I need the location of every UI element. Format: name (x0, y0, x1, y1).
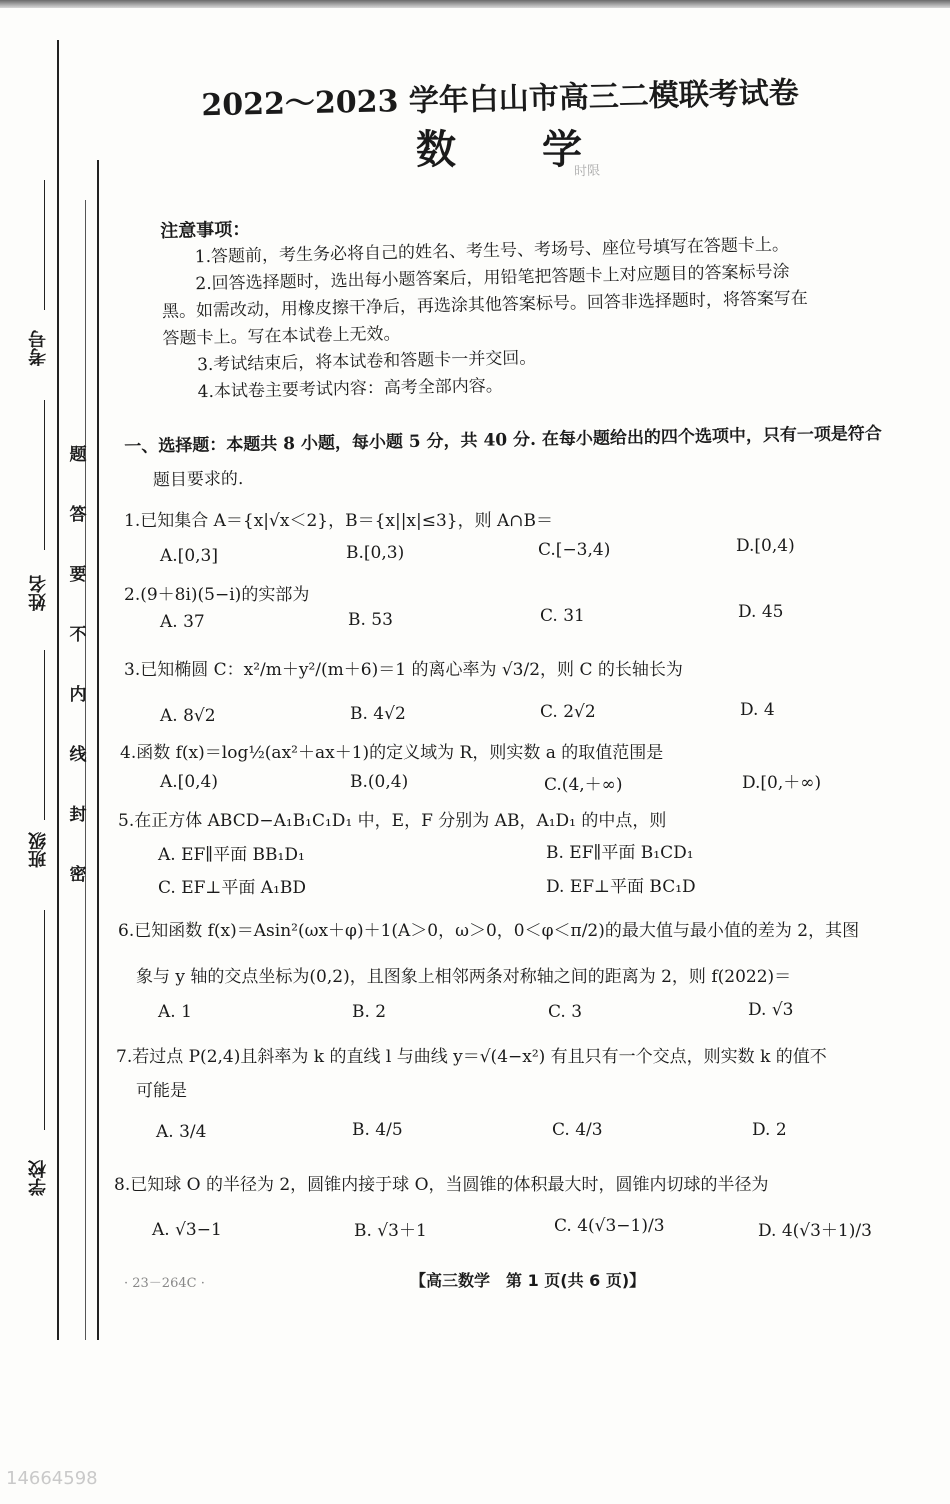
seal-char: 要 (69, 565, 87, 585)
section-heading-line: 一、选择题：本题共 8 小题，每小题 5 分，共 40 分. 在每小题给出的四个选项中，只有一项是符合 (124, 423, 883, 457)
option: B. 4√2 (350, 704, 406, 724)
question-stem: 8.已知球 O 的半径为 2，圆锥内接于球 O，当圆锥的体积最大时，圆锥内切球的半径为 (114, 1175, 769, 1195)
instruction-item: 3.考试结束后，将本试卷和答题卡一并交回。 (196, 348, 537, 376)
name-label: 姓名 (28, 575, 49, 611)
option: D. 4 (740, 700, 775, 720)
option: D. 2 (752, 1120, 787, 1140)
section-heading (124, 416, 915, 498)
option: A. 1 (158, 1002, 192, 1022)
option: A. √3−1 (152, 1220, 222, 1240)
option: D. √3 (748, 1000, 794, 1020)
question-stem: 5.在正方体 ABCD−A₁B₁C₁D₁ 中，E，F 分别为 AB，A₁D₁ 的中点，则 (118, 811, 667, 831)
subject-title: 数 学 (416, 126, 584, 173)
margin-line-inner (97, 160, 99, 1340)
option: C. EF⊥平面 A₁BD (158, 878, 307, 898)
exam-number-blank-2 (44, 400, 45, 550)
instruction-item-continued: 答题卡上。写在本试卷上无效。 (162, 323, 401, 349)
question-stem: 2.(9＋8i)(5−i)的实部为 (124, 585, 310, 605)
option: C. 4(√3−1)/3 (554, 1216, 665, 1236)
school-label: 学校 (28, 1160, 49, 1196)
question-stem-continued: 象与 y 轴的交点坐标为(0,2)，且图象上相邻两条对称轴之间的距离为 2，则 f(2022)＝ (136, 967, 792, 987)
option: A. 37 (160, 612, 205, 632)
option: A. 8√2 (160, 706, 216, 726)
option: C. 31 (540, 606, 585, 626)
instruction-item: 4.本试卷主要考试内容：高考全部内容。 (197, 375, 504, 403)
instruction-item-continued: 黑。如需改动，用橡皮擦干净后，再选涂其他答案标号。回答非选择题时，将答案写在 (161, 288, 809, 322)
option: C. 2√2 (540, 702, 596, 722)
option: D. EF⊥平面 BC₁D (546, 877, 696, 897)
question-stem-continued: 可能是 (136, 1081, 187, 1101)
exam-title: 2022～2023 学年白山市高三二模联考试卷 (201, 75, 800, 124)
seal-char: 不 (69, 625, 87, 645)
option: B. 2 (352, 1002, 387, 1022)
instruction-item: 1.答题前，考生务必将自己的姓名、考生号、考场号、座位号填写在答题卡上。 (194, 234, 790, 268)
question-stem: 7.若过点 P(2,4)且斜率为 k 的直线 l 与曲线 y＝√(4−x²) 有且只有一个交点，则实数 k 的值不 (116, 1047, 827, 1067)
seal-char: 线 (69, 745, 87, 765)
option: A. EF∥平面 BB₁D₁ (158, 845, 305, 865)
exam-instructions (160, 203, 864, 407)
section-heading-line: 题目要求的. (152, 468, 244, 491)
option: D.[0,4) (736, 536, 795, 556)
class-label: 班级 (28, 832, 49, 868)
page-footer: 【高三数学 第 1 页(共 6 页)】 (410, 1271, 646, 1290)
class-blank (44, 910, 45, 1130)
option: B. 53 (348, 610, 393, 630)
option: C. 3 (548, 1002, 583, 1022)
scan-edge (0, 0, 950, 8)
option: A.[0,4) (160, 772, 218, 792)
option: B. 4/5 (352, 1120, 403, 1140)
option: B. EF∥平面 B₁CD₁ (546, 843, 694, 863)
margin-line-outer (57, 40, 59, 1340)
paper-code: · 23－264C · (124, 1276, 205, 1291)
seal-char: 题 (69, 445, 87, 465)
option: B.[0,3) (346, 543, 405, 563)
question-stem: 3.已知椭圆 C：x²/m＋y²/(m＋6)＝1 的离心率为 √3/2，则 C 的长轴长为 (124, 660, 683, 680)
option: A. 3/4 (156, 1122, 207, 1142)
option: C.(4,＋∞) (544, 775, 623, 795)
option: C.[−3,4) (538, 540, 611, 560)
seal-line-text (66, 440, 90, 920)
faint-stamp: 时限 (573, 163, 601, 180)
seal-char: 答 (69, 505, 87, 525)
option: B. √3＋1 (354, 1221, 427, 1241)
name-blank (44, 650, 45, 820)
seal-char: 密 (69, 865, 87, 885)
instructions-heading: 注意事项： (160, 219, 251, 242)
watermark-number: 14664598 (6, 1468, 98, 1489)
exam-number-label: 考号 (28, 330, 49, 366)
seal-char: 封 (69, 805, 87, 825)
exam-number-blank (44, 180, 45, 310)
instruction-item: 2.回答选择题时，选出每小题答案后，用铅笔把答题卡上对应题目的答案标号涂 (195, 261, 790, 295)
option: A.[0,3] (160, 546, 218, 566)
seal-char: 内 (69, 685, 87, 705)
option: D. 4(√3＋1)/3 (758, 1221, 872, 1241)
question-stem: 1.已知集合 A＝{x|√x＜2}，B＝{x||x|≤3}，则 A∩B＝ (124, 511, 554, 531)
option: C. 4/3 (552, 1120, 603, 1140)
option: B.(0,4) (350, 772, 409, 792)
question-stem: 4.函数 f(x)＝log½(ax²＋ax＋1)的定义域为 R，则实数 a 的取值范围是 (120, 743, 664, 763)
question-stem: 6.已知函数 f(x)＝Asin²(ωx＋φ)＋1(A＞0，ω＞0，0＜φ＜π/2)的最大值与最小值的差为 2，其图 (118, 921, 860, 941)
option: D. 45 (738, 602, 784, 622)
option: D.[0,＋∞) (742, 773, 822, 793)
